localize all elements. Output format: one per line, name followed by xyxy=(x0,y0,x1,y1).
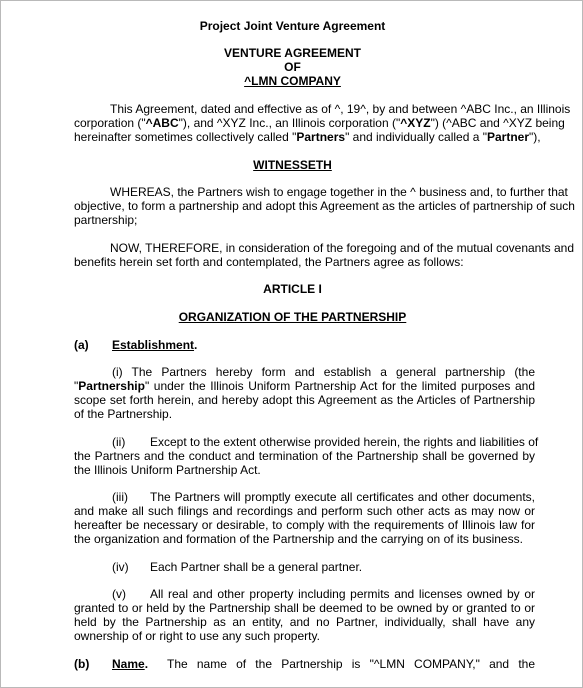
section-a-title-text: Establishment xyxy=(112,338,195,352)
section-b-label: (b) xyxy=(74,657,90,671)
intro-paragraph-line-2 xyxy=(74,116,565,130)
section-b-period: . xyxy=(144,657,149,671)
para-iv-number: (iv) xyxy=(112,560,129,574)
whereas-line-2: objective, to form a partnership and adopt this Agreement as the articles of partnership of such xyxy=(74,199,575,213)
article-heading: ARTICLE I xyxy=(263,282,322,296)
para-i-line-4: of the Partnership. xyxy=(74,407,173,421)
para-i-line-3: scope set forth herein, and hereby adopt this Agreement as the Articles of Partnership xyxy=(74,393,535,407)
section-a-period: . xyxy=(194,338,198,352)
intro-paragraph-line-1 xyxy=(110,102,571,116)
partners-defined-term: Partners xyxy=(296,130,346,144)
para-v-line-4: ownership of or right to use any such property. xyxy=(74,629,320,643)
para-v-line-1: All real and other property including permits and licenses owned by or xyxy=(150,587,535,601)
intro-text-3a: hereinafter sometimes collectively called " xyxy=(74,130,297,144)
whereas-text-1: WHEREAS, the Partners wish to engage together in the ^ business and, to further that xyxy=(110,185,568,199)
intro-text-1: This Agreement, dated and effective as of ^, 19^, by and between ^ABC Inc., an Illinois xyxy=(110,102,571,116)
para-i-line-1: (i) The Partners hereby form and establish a general partnership (the xyxy=(112,365,535,379)
partnership-defined-term: Partnership xyxy=(78,379,145,393)
company-name-heading: ^LMN COMPANY xyxy=(244,74,341,88)
para-iii-line-3: hereafter be necessary or desirable, to comply with the requirements of Illinois law for xyxy=(74,518,535,532)
para-ii-number: (ii) xyxy=(112,435,126,449)
whereas-line-3: partnership; xyxy=(74,213,138,227)
para-v-number: (v) xyxy=(112,587,126,601)
para-i-line-2 xyxy=(74,379,535,393)
intro-text-2a: corporation (" xyxy=(74,116,146,130)
para-v-line-2: granted to or held by the Partnership shall be deemed to be owned by or granted to or xyxy=(74,601,535,615)
intro-text-2e: ") (^ABC and ^XYZ being xyxy=(430,116,565,130)
para-ii-line-1: Except to the extent otherwise provided herein, the rights and liabilities of xyxy=(150,435,539,449)
para-ii-line-3: the Illinois Uniform Partnership Act. xyxy=(74,463,261,477)
section-a-title xyxy=(112,338,197,352)
para-ii-line-2: the Partners and the conduct and termination of the Partnership shall be governed by xyxy=(74,449,535,463)
abc-defined-term: ^ABC xyxy=(145,116,179,130)
section-a-label: (a) xyxy=(74,338,89,352)
para-v-line-3: held by the Partnership as an entity, and no Partner, individually, shall have any xyxy=(74,615,535,629)
xyz-defined-term: ^XYZ xyxy=(400,116,431,130)
intro-text-3e: "), xyxy=(529,130,541,144)
section-b-title-text: Name xyxy=(112,657,145,671)
partner-defined-term: Partner xyxy=(487,130,530,144)
section-b-text: The name of the Partnership is "^LMN COMPANY," and the xyxy=(167,657,535,671)
para-iii-number: (iii) xyxy=(112,490,128,504)
para-iii-line-1: The Partners will promptly execute all certificates and other documents, xyxy=(150,490,535,504)
article-title: ORGANIZATION OF THE PARTNERSHIP xyxy=(178,310,407,324)
agreement-heading: VENTURE AGREEMENT xyxy=(224,46,361,60)
para-iv-line-1: Each Partner shall be a general partner. xyxy=(150,560,363,574)
now-therefore-line-2: benefits herein set forth and contemplated, the Partners agree as follows: xyxy=(74,255,464,269)
agreement-heading-of: OF xyxy=(284,60,301,74)
document-title: Project Joint Venture Agreement xyxy=(199,19,386,33)
section-b-title xyxy=(112,657,148,671)
now-therefore-line-1: NOW, THEREFORE, in consideration of the foregoing and of the mutual covenants and xyxy=(110,241,575,255)
para-iii-line-4: the organization and formation of the Partnership and the carrying on of its business. xyxy=(74,532,523,546)
para-iii-line-2: and make all such filings and recordings and perform such other acts as may now or xyxy=(74,504,535,518)
para-i-quote: " xyxy=(74,379,79,393)
intro-paragraph-line-3 xyxy=(74,130,541,144)
witnesseth-heading: WITNESSETH xyxy=(253,158,332,172)
intro-text-3c: " and individually called a " xyxy=(345,130,487,144)
para-i-text-2: " under the Illinois Uniform Partnership Act for the limited purposes and xyxy=(144,379,535,393)
whereas-line-1 xyxy=(110,185,568,199)
intro-text-2c: "), and ^XYZ Inc., an Illinois corporation (" xyxy=(178,116,401,130)
